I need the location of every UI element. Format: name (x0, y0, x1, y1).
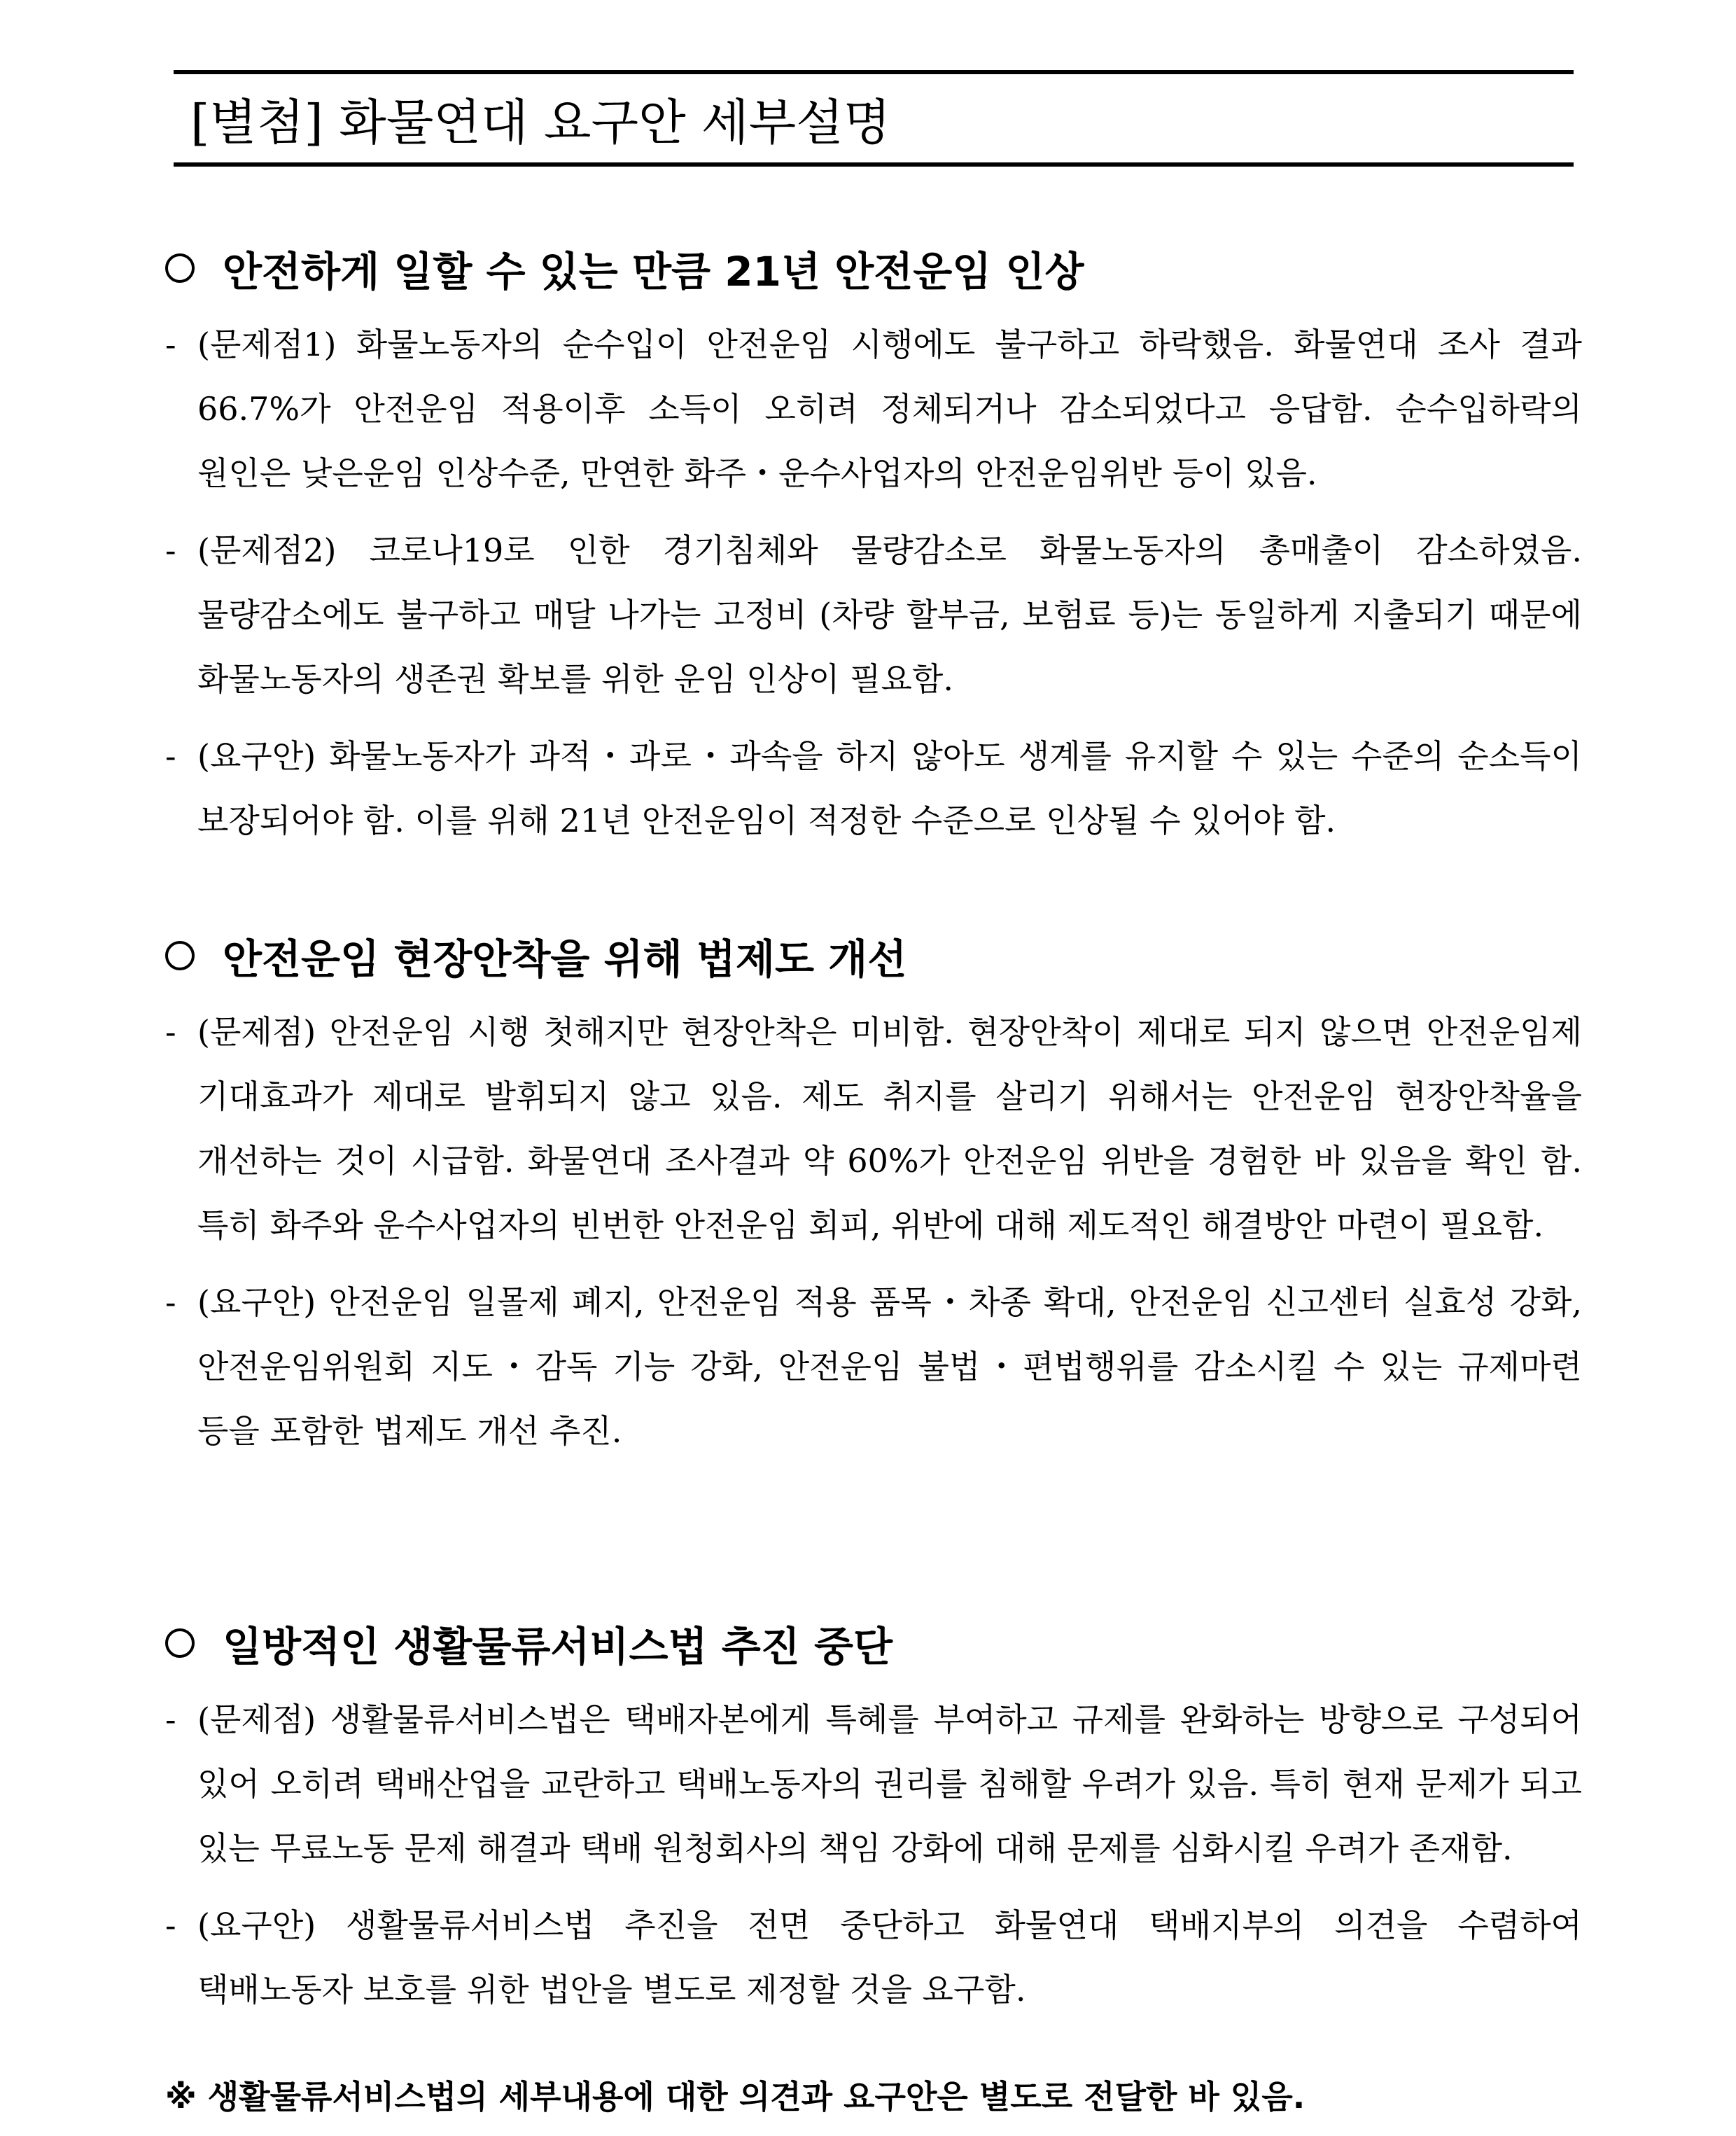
dash-marker: - (165, 1013, 176, 1051)
item-text: (문제점) 안전운임 시행 첫해지만 현장안착은 미비함. 현장안착이 제대로 되지 않으면 안전운임제 기대효과가 제대로 발휘되지 않고 있음. 제도 취지를 살리기 위해서는 안전운임 현장안착율을 개선하는 것이 시급함. 화물연대 조사결과 약 60%가 안전운임 위반을 경험한 바 있음을 확인 함. 특히 화주와 운수사업자의 빈번한 안전운임 회피, 위반에 대해 제도적인 해결방안 마련이 필요함. (197, 1013, 1582, 1244)
section-heading-text: 안전하게 일할 수 있는 만큼 21년 안전운임 인상 (223, 248, 1084, 295)
item-text: (요구안) 화물노동자가 과적・과로・과속을 하지 않아도 생계를 유지할 수 있는 수준의 순소득이 보장되어야 함. 이를 위해 21년 안전운임이 적정한 수준으로 인상될 수 있어야 함. (197, 737, 1582, 839)
list-item (165, 518, 1582, 711)
dash-marker: - (165, 531, 176, 569)
circle-bullet-icon (165, 1628, 195, 1658)
list-item (165, 1270, 1582, 1463)
section-heading (165, 924, 1582, 987)
item-text: (문제점2) 코로나19로 인한 경기침체와 물량감소로 화물노동자의 총매출이 감소하였음. 물량감소에도 불구하고 매달 나가는 고정비 (차량 할부금, 보험료 등)는 동일하게 지출되기 때문에 화물노동자의 생존권 확보를 위한 운임 인상이 필요함. (197, 531, 1582, 698)
title-bottom-rule (174, 162, 1574, 167)
section-heading (165, 237, 1582, 300)
list-item (165, 1893, 1582, 2022)
section-legal-reform (165, 924, 1582, 1463)
section-heading-text: 안전운임 현장안착을 위해 법제도 개선 (223, 935, 907, 983)
dash-marker: - (165, 1701, 176, 1738)
item-text: (요구안) 안전운임 일몰제 폐지, 안전운임 적용 품목・차종 확대, 안전운임 신고센터 실효성 강화, 안전운임위원회 지도・감독 기능 강화, 안전운임 불법・편법행위를 감소시킬 수 있는 규제마련 등을 포함한 법제도 개선 추진. (197, 1283, 1582, 1450)
dash-marker: - (165, 326, 176, 363)
circle-bullet-icon (165, 253, 195, 283)
list-item (165, 1687, 1582, 1880)
footnote: ※ 생활물류서비스법의 세부내용에 대한 의견과 요구안은 별도로 전달한 바 있음. (165, 2078, 1306, 2116)
title-top-rule (174, 70, 1574, 74)
item-text: (문제점1) 화물노동자의 순수입이 안전운임 시행에도 불구하고 하락했음. 화물연대 조사 결과 66.7%가 안전운임 적용이후 소득이 오히려 정체되거나 감소되었다고 응답함. 순수입하락의 원인은 낮은운임 인상수준, 만연한 화주・운수사업자의 안전운임위반 등이 있음. (197, 326, 1582, 492)
section-heading (165, 1612, 1582, 1675)
section-safe-freight-increase (165, 237, 1582, 853)
dash-marker: - (165, 737, 176, 775)
list-item (165, 1000, 1582, 1257)
circle-bullet-icon (165, 941, 195, 970)
item-text: (문제점) 생활물류서비스법은 택배자본에게 특혜를 부여하고 규제를 완화하는 방향으로 구성되어 있어 오히려 택배산업을 교란하고 택배노동자의 권리를 침해할 우려가 있음. 특히 현재 문제가 되고 있는 무료노동 문제 해결과 택배 원청회사의 책임 강화에 대해 문제를 심화시킬 우려가 존재함. (197, 1701, 1582, 1867)
item-text: (요구안) 생활물류서비스법 추진을 전면 중단하고 화물연대 택배지부의 의견을 수렴하여 택배노동자 보호를 위한 법안을 별도로 제정할 것을 요구함. (197, 1906, 1582, 2009)
section-heading-text: 일방적인 생활물류서비스법 추진 중단 (223, 1623, 893, 1670)
section-logistics-service-act (165, 1612, 1582, 2022)
dash-marker: - (165, 1906, 176, 1944)
list-item (165, 724, 1582, 853)
document-title: [별첨] 화물연대 요구안 세부설명 (190, 94, 891, 151)
list-item (165, 312, 1582, 505)
dash-marker: - (165, 1283, 176, 1321)
